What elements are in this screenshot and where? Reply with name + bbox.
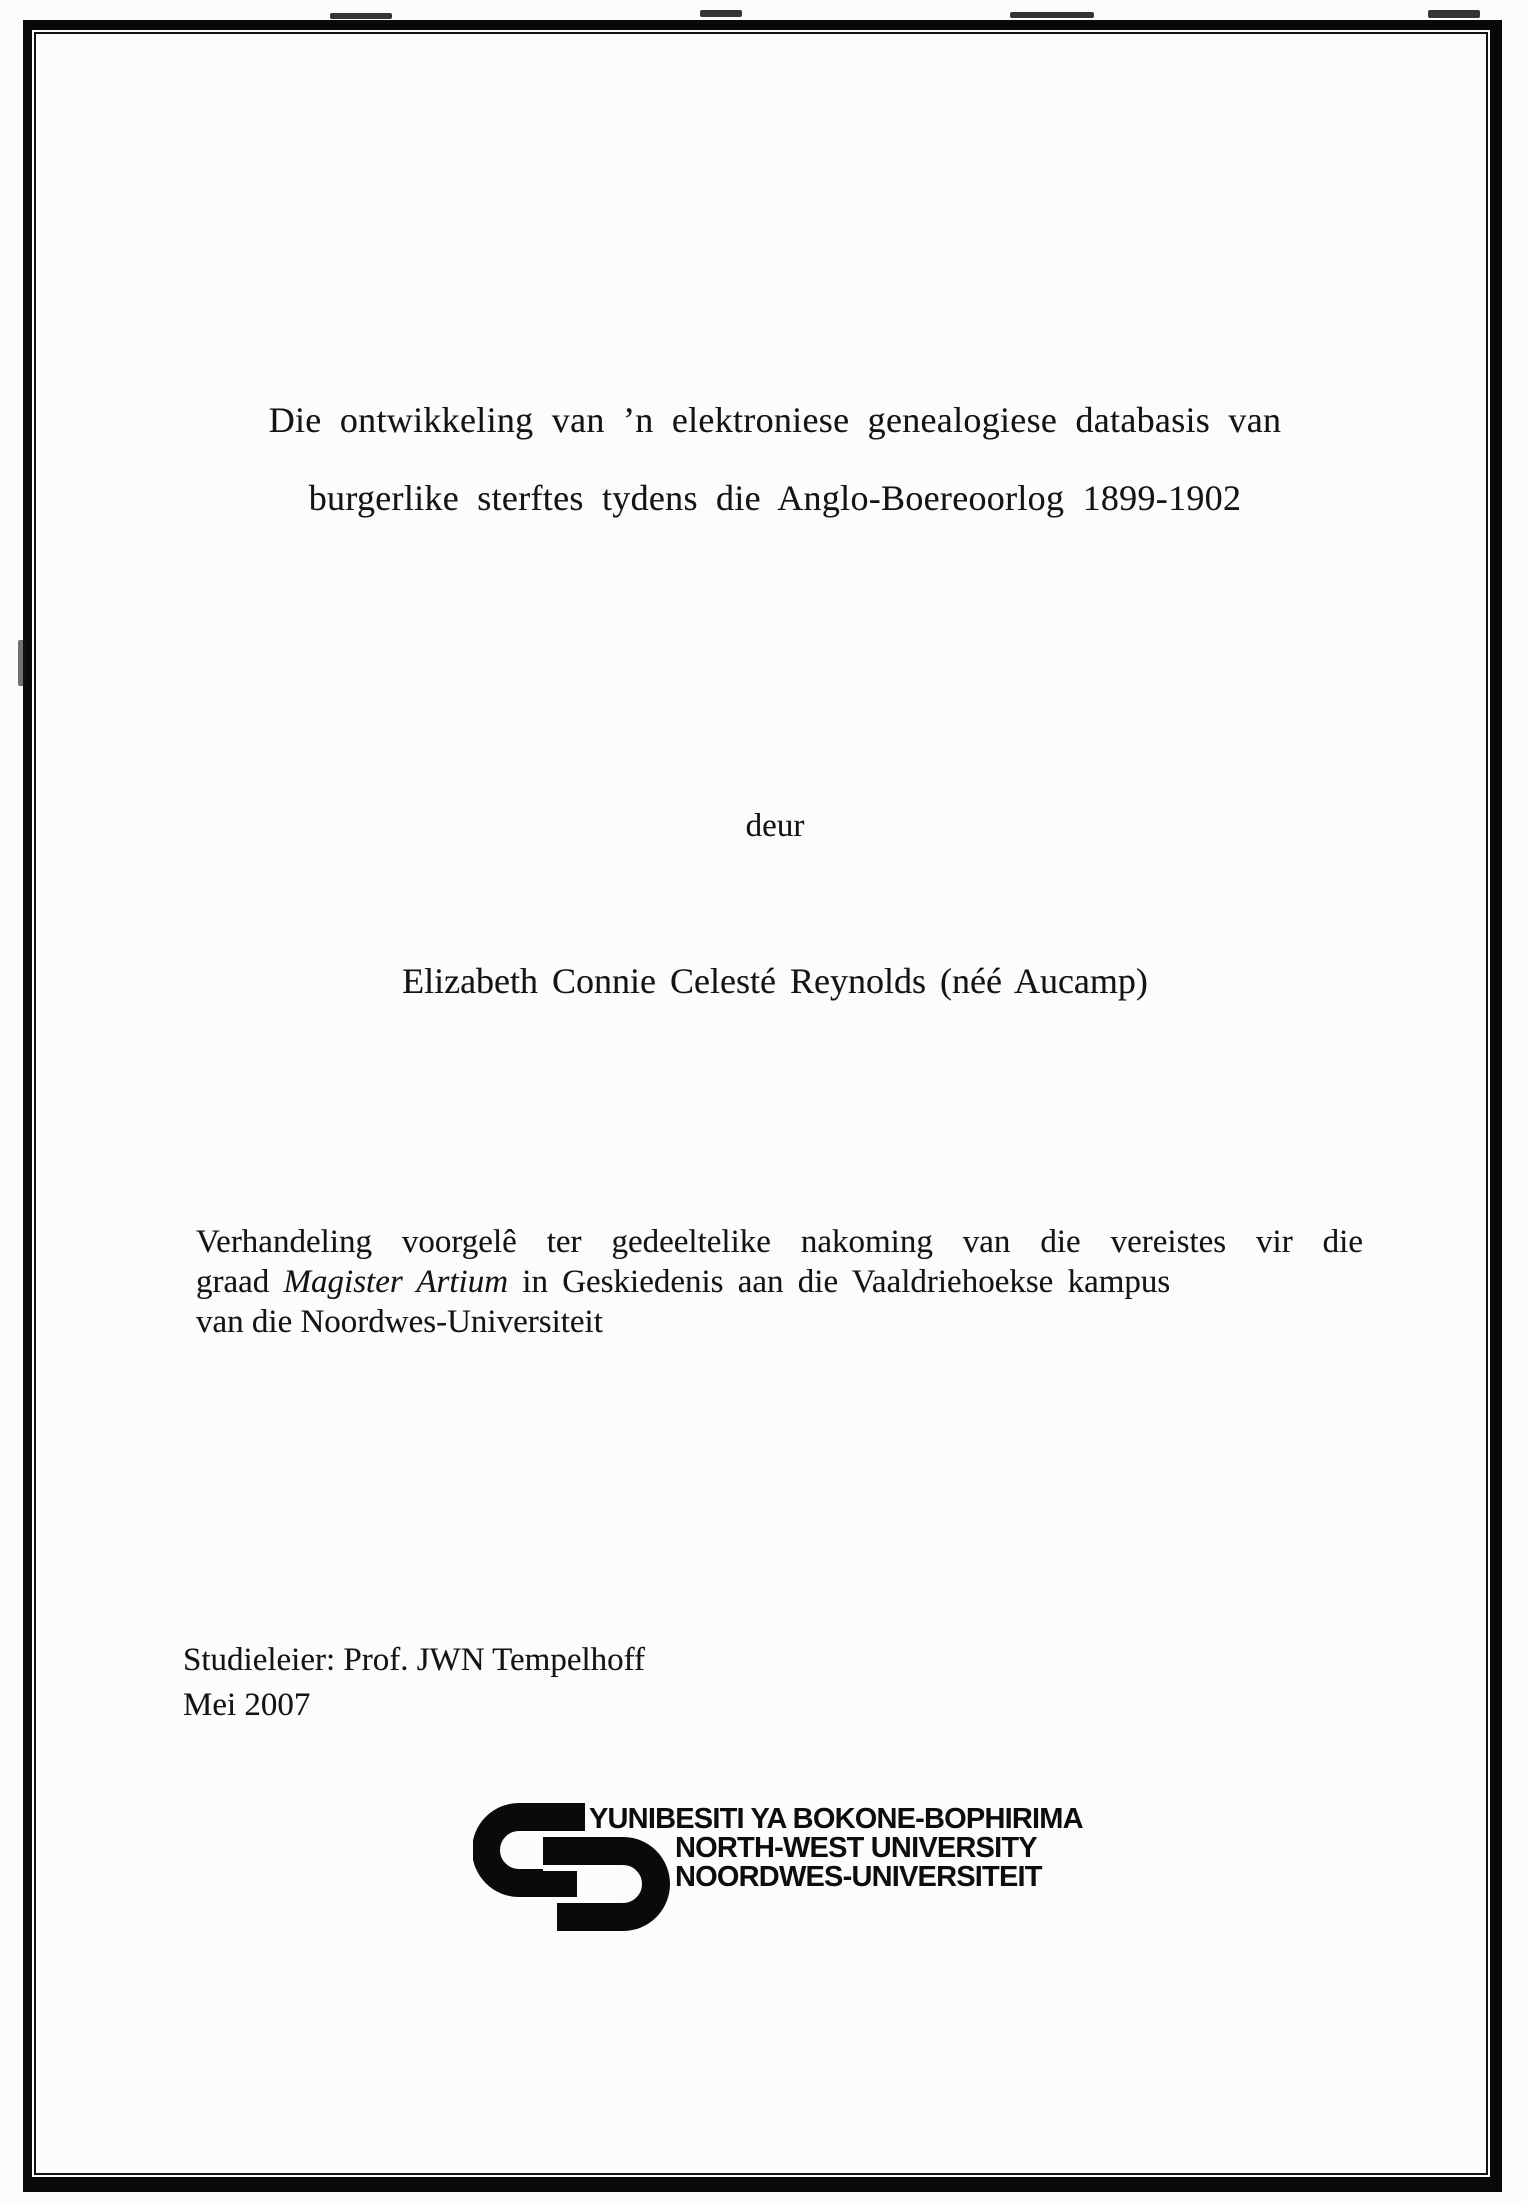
nwu-logo-wordmark	[589, 1803, 1155, 1893]
degree-name-italic: Magister Artium	[283, 1264, 509, 1300]
scan-artifact	[330, 13, 392, 19]
nwu-logo-line-english: NORTH-WEST UNIVERSITY	[675, 1832, 1037, 1864]
scan-artifact	[1010, 12, 1094, 18]
byline-deur: deur	[745, 808, 805, 844]
degree-statement-line-2-suffix: in Geskiedenis aan die Vaaldriehoekse kampus	[522, 1264, 1171, 1300]
degree-statement-line-2	[196, 1262, 1363, 1302]
date-line: Mei 2007	[183, 1687, 311, 1723]
scan-artifact	[1428, 10, 1480, 18]
supervisor-line: Studieleier: Prof. JWN Tempelhoff	[183, 1642, 646, 1678]
thesis-title	[185, 381, 1365, 537]
degree-statement-line-2-prefix: graad	[196, 1264, 270, 1300]
thesis-title-line-2: burgerlike sterftes tydens die Anglo-Boereoorlog 1899-1902	[308, 478, 1242, 518]
degree-statement-line-3: van die Noordwes-Universiteit	[196, 1304, 603, 1340]
scan-artifact	[18, 640, 27, 686]
thesis-title-line-1: Die ontwikkeling van ’n elektroniese genealogiese databasis van	[268, 400, 1282, 440]
supervisor-and-date	[183, 1638, 1083, 1728]
degree-statement	[196, 1222, 1363, 1342]
author-name: Elizabeth Connie Celesté Reynolds (néé Aucamp)	[402, 961, 1148, 1001]
nwu-logo-line-setswana: YUNIBESITI YA BOKONE-BOPHIRIMA	[589, 1803, 1083, 1835]
scan-artifact	[700, 10, 742, 17]
nwu-logo-line-afrikaans: NOORDWES-UNIVERSITEIT	[675, 1861, 1042, 1893]
degree-statement-line-1: Verhandeling voorgelê ter gedeeltelike nakoming van die vereistes vir die	[196, 1224, 1363, 1260]
